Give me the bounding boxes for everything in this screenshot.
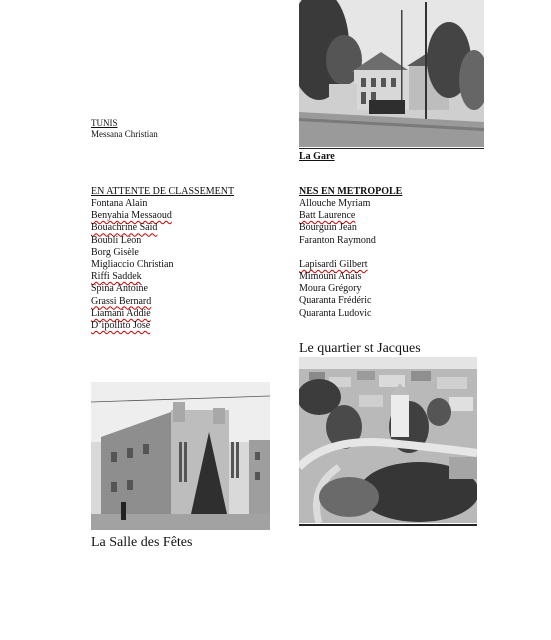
- tunis-heading: TUNIS: [91, 118, 118, 128]
- name-entry: D’ipollito José: [91, 320, 151, 332]
- name-entry: Quaranta Frédéric: [299, 295, 372, 307]
- name-entry: Allouche Myriam: [299, 198, 371, 209]
- name-entry: Lapisardi Gilbert: [299, 258, 368, 270]
- name-entry: Moura Grégory: [299, 283, 362, 295]
- tunis-section: [91, 118, 158, 140]
- name-entry: Spina Antoine: [91, 283, 148, 295]
- name-entry: Batt Laurence: [299, 210, 356, 222]
- name-entry: Riffi Saddek: [91, 271, 142, 283]
- metropole-list-2: [299, 259, 489, 320]
- name-entry: Bouachrine Saïd: [91, 222, 158, 234]
- name-entry: Grassi Bernard: [91, 295, 152, 307]
- name-entry: Benyahia Messaoud: [91, 210, 172, 222]
- attente-section: [91, 186, 281, 332]
- name-entry: Quaranta Ludovic: [299, 307, 372, 319]
- name-entry: Liamani Addie: [91, 307, 151, 319]
- name-entry: Borg Gisèle: [91, 246, 139, 258]
- metropole-section: [299, 186, 489, 320]
- gare-photo: [299, 0, 484, 147]
- tunis-name: Messana Christian: [91, 129, 158, 139]
- attente-list: [91, 198, 281, 332]
- gare-rule: [299, 148, 484, 149]
- name-entry: Boubli Léon: [91, 234, 142, 246]
- attente-heading: EN ATTENTE DE CLASSEMENT: [91, 186, 235, 197]
- gare-caption: La Gare: [299, 151, 335, 162]
- name-entry: Migliaccio Christian: [91, 259, 174, 271]
- salle-caption: La Salle des Fêtes: [91, 535, 193, 550]
- quartier-caption: Le quartier st Jacques: [299, 341, 421, 356]
- name-entry: Faranton Raymond: [299, 234, 376, 246]
- metropole-list-1: [299, 198, 489, 247]
- quartier-rule: [299, 524, 477, 526]
- salle-photo: [91, 382, 270, 530]
- name-entry: Mimouni Anaïs: [299, 271, 362, 283]
- quartier-photo: [299, 357, 477, 523]
- name-entry: Fontana Alain: [91, 198, 148, 209]
- name-entry: Bourguin Jean: [299, 222, 357, 234]
- metropole-heading: NES EN METROPOLE: [299, 186, 403, 197]
